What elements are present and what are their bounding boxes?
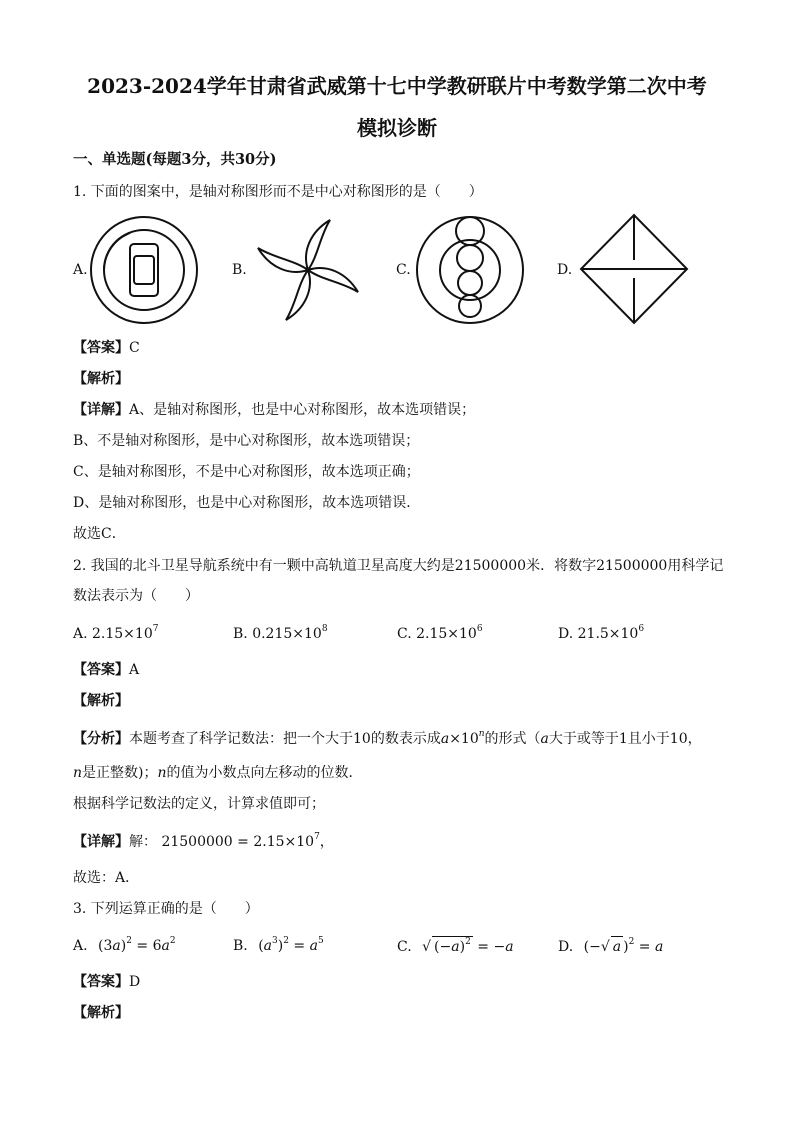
q2-analysis-tag: 【解析】 bbox=[73, 693, 129, 709]
q3-stem: 3. 下列运算正确的是（ ） bbox=[73, 901, 259, 917]
q2-detail bbox=[73, 832, 334, 852]
q2-fenxi1-d: 的形式（ bbox=[484, 731, 541, 747]
q1-detail-1 bbox=[73, 400, 475, 420]
q3-option-b-formula: $(a^3)^2 = a^5$ bbox=[258, 936, 324, 954]
q1-detail-3: C、是轴对称图形，不是中心对称图形，故本选项正确； bbox=[73, 464, 420, 480]
q1-detail-1-text: A、是轴对称图形，也是中心对称图形，故本选项错误； bbox=[129, 402, 476, 418]
q1-answer-tag: 【答案】 bbox=[73, 340, 129, 356]
q2-option-b bbox=[233, 624, 328, 644]
q1-option-c-label: C. bbox=[396, 262, 411, 278]
q1-detail-tag: 【详解】 bbox=[73, 402, 129, 418]
q3-answer-value: D bbox=[129, 974, 141, 990]
q3-analysis-tag: 【解析】 bbox=[73, 1005, 129, 1021]
q2-fenxi2-n: n bbox=[73, 765, 83, 781]
q1-answer bbox=[73, 338, 140, 358]
q2-option-b-text: B. 0.215×10 bbox=[233, 626, 322, 642]
q1-option-d-label: D. bbox=[557, 262, 573, 278]
q2-fenxi2-n2: n bbox=[157, 765, 167, 781]
q2-fenxi-line3: 根据科学记数法的定义，计算求值即可； bbox=[73, 796, 325, 812]
q1-figure-b-pinwheel bbox=[252, 214, 364, 326]
q3-option-d-formula: (−√ a )$^2$ = a bbox=[583, 937, 664, 955]
q1-figure-a-coin bbox=[88, 214, 200, 326]
q1-detail-2: B、不是轴对称图形，是中心对称图形，故本选项错误； bbox=[73, 433, 420, 449]
q3-answer-tag: 【答案】 bbox=[73, 974, 129, 990]
q2-option-a bbox=[73, 624, 158, 644]
q1-detail-4: D、是轴对称图形，也是中心对称图形，故本选项错误． bbox=[73, 495, 421, 511]
q3-option-d bbox=[558, 936, 663, 957]
q2-option-c-text: C. 2.15×10 bbox=[397, 626, 477, 642]
q2-stem-line2: 数法表示为（ ） bbox=[73, 588, 199, 604]
q2-option-d bbox=[558, 624, 644, 644]
q2-fenxi1-times: ×10 bbox=[449, 731, 479, 747]
q2-option-d-exp: 6 bbox=[638, 624, 645, 634]
q2-stem-line1: 2. 我国的北斗卫星导航系统中有一颗中高轨道卫星高度大约是21500000米．将数字21500000用科学记 bbox=[73, 558, 724, 574]
q2-option-d-text: D. 21.5×10 bbox=[558, 626, 639, 642]
q2-fenxi-line1 bbox=[73, 729, 702, 749]
q3-option-c bbox=[397, 936, 514, 957]
q2-detail-exp: 7 bbox=[314, 832, 320, 842]
q2-answer-tag: 【答案】 bbox=[73, 662, 129, 678]
q3-option-b-label: B. bbox=[233, 938, 248, 954]
q3-option-c-label: C. bbox=[397, 939, 412, 955]
q2-answer bbox=[73, 660, 139, 680]
q1-answer-value: C bbox=[129, 340, 140, 356]
q1-figure-c-circles bbox=[414, 214, 526, 326]
q2-option-c bbox=[397, 624, 483, 644]
q2-fenxi1-e: a bbox=[540, 731, 549, 747]
q2-option-b-exp: 8 bbox=[321, 624, 328, 634]
q3-answer bbox=[73, 972, 140, 992]
q2-fenxi1-f: 大于或等于1且小于10， bbox=[548, 731, 702, 747]
q2-fenxi-line2 bbox=[73, 763, 363, 783]
q2-fenxi1-a-var: a bbox=[440, 731, 450, 747]
q2-detail-end: ， bbox=[319, 834, 334, 850]
page-title-line1: 2023-2024学年甘肃省武威第十七中学教研联片中考数学第二次中考 bbox=[87, 74, 707, 98]
q2-conclusion: 故选：A． bbox=[73, 870, 140, 886]
q1-figure-d-diamond bbox=[578, 212, 690, 326]
q3-option-a bbox=[73, 936, 176, 956]
q2-detail-text: 解： 21500000 = 2.15×10 bbox=[129, 834, 315, 850]
q2-answer-value: A bbox=[129, 662, 140, 678]
q3-option-c-formula: √ $(-a)^2 = -a$ bbox=[422, 937, 514, 955]
q2-fenxi1-a: 本题考查了科学记数法：把一个大于10的数表示成 bbox=[129, 731, 441, 747]
q2-fenxi2-b: 是正整数)； bbox=[82, 765, 158, 781]
q2-fenxi1-exp: n bbox=[478, 729, 485, 739]
q1-analysis-tag: 【解析】 bbox=[73, 371, 129, 387]
q2-fenxi-tag: 【分析】 bbox=[73, 731, 129, 747]
q2-option-c-exp: 6 bbox=[476, 624, 483, 634]
page-title-line2: 模拟诊断 bbox=[357, 116, 437, 140]
q2-option-a-exp: 7 bbox=[152, 624, 159, 634]
q3-option-b bbox=[233, 936, 324, 956]
q2-option-a-text: A. 2.15×10 bbox=[73, 626, 153, 642]
q1-stem: 1. 下面的图案中，是轴对称图形而不是中心对称图形的是（ ） bbox=[73, 184, 483, 200]
q3-option-a-label: A. bbox=[73, 938, 88, 954]
q3-option-d-label: D. bbox=[558, 939, 574, 955]
q2-detail-tag: 【详解】 bbox=[73, 834, 129, 850]
q1-option-a-label: A. bbox=[73, 262, 88, 278]
q2-fenxi2-d: 的值为小数点向左移动的位数． bbox=[166, 765, 363, 781]
section-heading: 一、单选题(每题3分，共30分) bbox=[73, 151, 277, 168]
q1-option-b-label: B. bbox=[232, 262, 247, 278]
q1-conclusion: 故选C． bbox=[73, 526, 126, 542]
q3-option-a-formula: $(3a)^2 = 6a^2$ bbox=[98, 936, 176, 954]
